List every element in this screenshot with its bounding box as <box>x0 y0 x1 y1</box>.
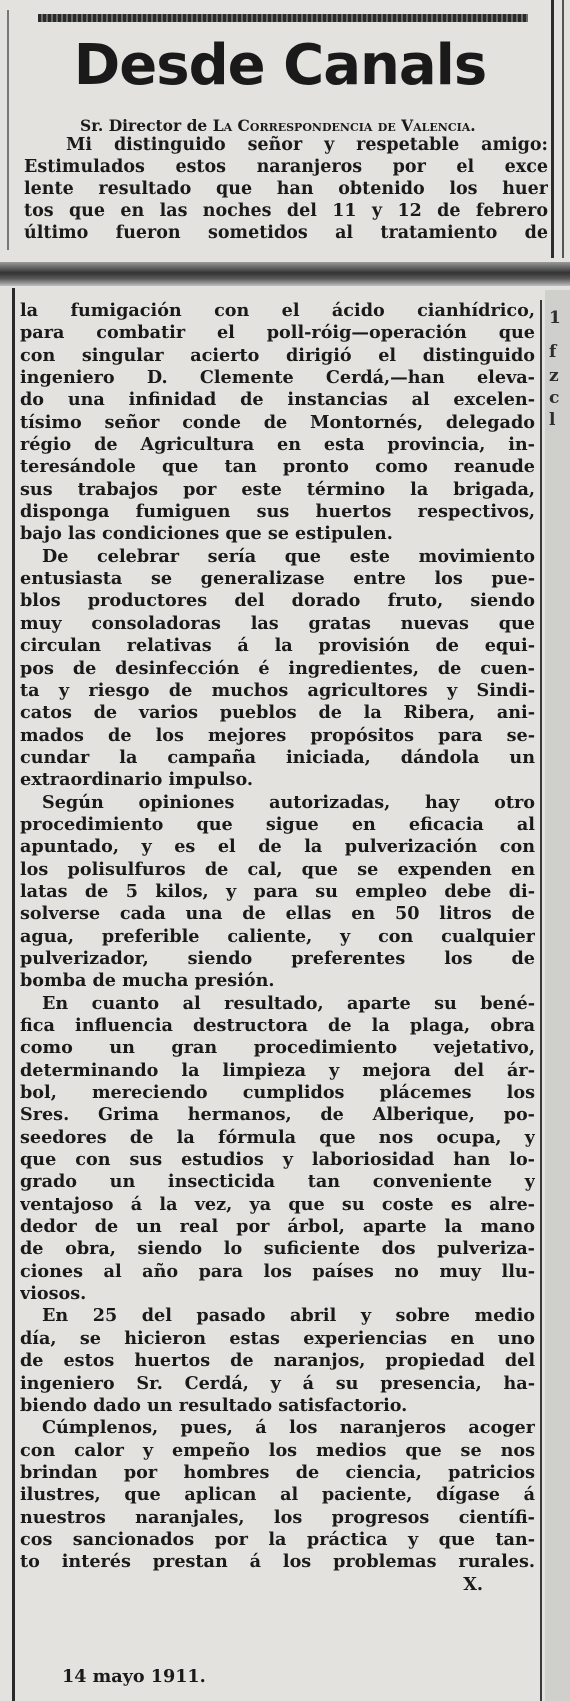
body-line: ventajoso á la vez, ya que su coste es alre- <box>20 1193 535 1215</box>
column-rule-edge <box>562 0 564 258</box>
body-line: ingeniero D. Clemente Cerdá,—han eleva- <box>20 367 535 389</box>
body-line: de obra, siendo lo suficiente dos pulveriza- <box>20 1238 535 1260</box>
body-line: En 25 del pasado abril y sobre medio <box>42 1305 535 1327</box>
body-rule-right <box>540 300 542 1701</box>
body-line: viosos. <box>20 1283 87 1305</box>
body-line: mados de los mejores propósitos para se- <box>20 724 535 746</box>
body-line: ta y riesgo de muchos agricultores y Sindi- <box>20 679 535 701</box>
adjacent-column-fragment <box>545 290 570 1701</box>
body-line: catos de varios pueblos de la Ribera, ani- <box>20 702 535 724</box>
body-line: como un gran procedimiento vejetativo, <box>20 1037 535 1059</box>
lead-line: Estimulados estos naranjeros por el exce <box>24 157 548 177</box>
body-line: entusiasta se generalizase entre los pue- <box>20 568 535 590</box>
body-line: pos de desinfección é ingredientes, de cuen- <box>20 657 535 679</box>
body-line: los polisulfuros de cal, que se expenden en <box>20 858 535 880</box>
body-line: Cúmplenos, pues, á los naranjeros acoger <box>42 1417 535 1439</box>
body-line: Sres. Grima hermanos, de Alberique, po- <box>20 1104 535 1126</box>
margin-fragment: l <box>549 410 556 430</box>
body-line: En cuanto al resultado, aparte su bené- <box>42 992 535 1014</box>
body-line: determinando la limpieza y mejora del ár- <box>20 1059 535 1081</box>
body-line: seedores de la fórmula que nos ocupa, y <box>20 1126 535 1148</box>
lead-line: lente resultado que han obtenido los huer <box>24 179 548 199</box>
body-line: to interés prestan á los problemas rurales. <box>20 1551 535 1573</box>
body-line: teresándole que tan pronto como reanude <box>20 456 535 478</box>
body-line: nuestros naranjales, los progresos científi- <box>20 1506 535 1528</box>
body-line: bajo las condiciones que se estipulen. <box>20 523 393 545</box>
body-line: la fumigación con el ácido cianhídrico, <box>20 300 535 321</box>
body-line: ilustres, que aplican al paciente, dígase á <box>20 1484 535 1506</box>
body-line: extraordinario impulso. <box>20 769 254 791</box>
lead-line: Mi distinguido señor y respetable amigo: <box>66 135 548 155</box>
body-line: procedimiento que sigue en eficacia al <box>20 813 535 835</box>
body-line: agua, preferible caliente, y con cualquier <box>20 925 535 947</box>
body-line: que con sus estudios y laboriosidad han lo- <box>20 1149 535 1171</box>
lead-line: tos que en las noches del 11 y 12 de febrero <box>24 201 548 221</box>
body-line: con singular acierto dirigió el distinguido <box>20 344 535 366</box>
body-line: X. <box>463 1573 483 1595</box>
body-line: disponga fumiguen sus huertos respectivos, <box>20 501 535 523</box>
body-line: bomba de mucha presión. <box>20 970 275 992</box>
body-line: cundar la campaña iniciada, dándola un <box>20 746 535 768</box>
body-rule-left <box>12 288 15 1701</box>
fold-crease <box>0 262 570 286</box>
article-date: 14 mayo 1911. <box>62 1666 206 1687</box>
salutation <box>80 116 476 135</box>
body-line: blos productores del dorado fruto, siendo <box>20 590 535 612</box>
margin-fragment: f <box>549 342 557 362</box>
lead-line: último fueron sometidos al tratamiento de <box>24 223 548 243</box>
body-line: grado un insecticida tan conveniente y <box>20 1171 535 1193</box>
body-line: régio de Agricultura en esta provincia, in- <box>20 434 535 456</box>
newspaper-name: La Correspondencia de Valencia. <box>212 116 476 135</box>
body-line: tísimo señor conde de Montornés, delegado <box>20 411 535 433</box>
margin-fragment: c <box>549 388 560 408</box>
body-line: bol, mereciendo cumplidos plácemes los <box>20 1082 535 1104</box>
body-line: De celebrar sería que este movimiento <box>42 545 535 567</box>
article-body <box>20 300 535 1596</box>
body-line: biendo dado un resultado satisfactorio. <box>20 1394 408 1416</box>
salutation-prefix: Sr. Director de <box>80 116 208 135</box>
body-line: cos sancionados por la práctica y que tan- <box>20 1528 535 1550</box>
body-line: pulverizador, siendo preferentes los de <box>20 947 535 969</box>
body-line: Según opiniones autorizadas, hay otro <box>42 791 535 813</box>
margin-fragment: z <box>549 366 559 386</box>
body-line: de estos huertos de naranjos, propiedad del <box>20 1350 535 1372</box>
body-line: día, se hicieron estas experiencias en uno <box>20 1327 535 1349</box>
body-line: ingeniero Sr. Cerdá, y á su presencia, ha- <box>20 1372 535 1394</box>
margin-fragment: 1 <box>549 308 561 328</box>
body-line: circulan relativas á la provisión de equi- <box>20 635 535 657</box>
body-line: ciones al año para los países no muy llu- <box>20 1260 535 1282</box>
body-line: sus trabajos por este término la brigada, <box>20 478 535 500</box>
body-line: do una infinidad de instancias al excelen- <box>20 389 535 411</box>
lead-paragraph <box>24 134 548 244</box>
body-line: muy consoladoras las gratas nuevas que <box>20 612 535 634</box>
headline: Desde Canals <box>73 33 487 98</box>
body-line: apuntado, y es el de la pulverización con <box>20 836 535 858</box>
body-line: solverse cada una de ellas en 50 litros de <box>20 903 535 925</box>
header-rule <box>38 14 528 22</box>
body-line: brindan por hombres de ciencia, patricios <box>20 1461 535 1483</box>
body-line: para combatir el poll-róig—operación que <box>20 322 535 344</box>
body-line: dedor de un real por árbol, aparte la mano <box>20 1216 535 1238</box>
body-line: con calor y empeño los medios que se nos <box>20 1439 535 1461</box>
body-line: fica influencia destructora de la plaga, obra <box>20 1015 535 1036</box>
body-line: latas de 5 kilos, y para su empleo debe di- <box>20 880 535 902</box>
